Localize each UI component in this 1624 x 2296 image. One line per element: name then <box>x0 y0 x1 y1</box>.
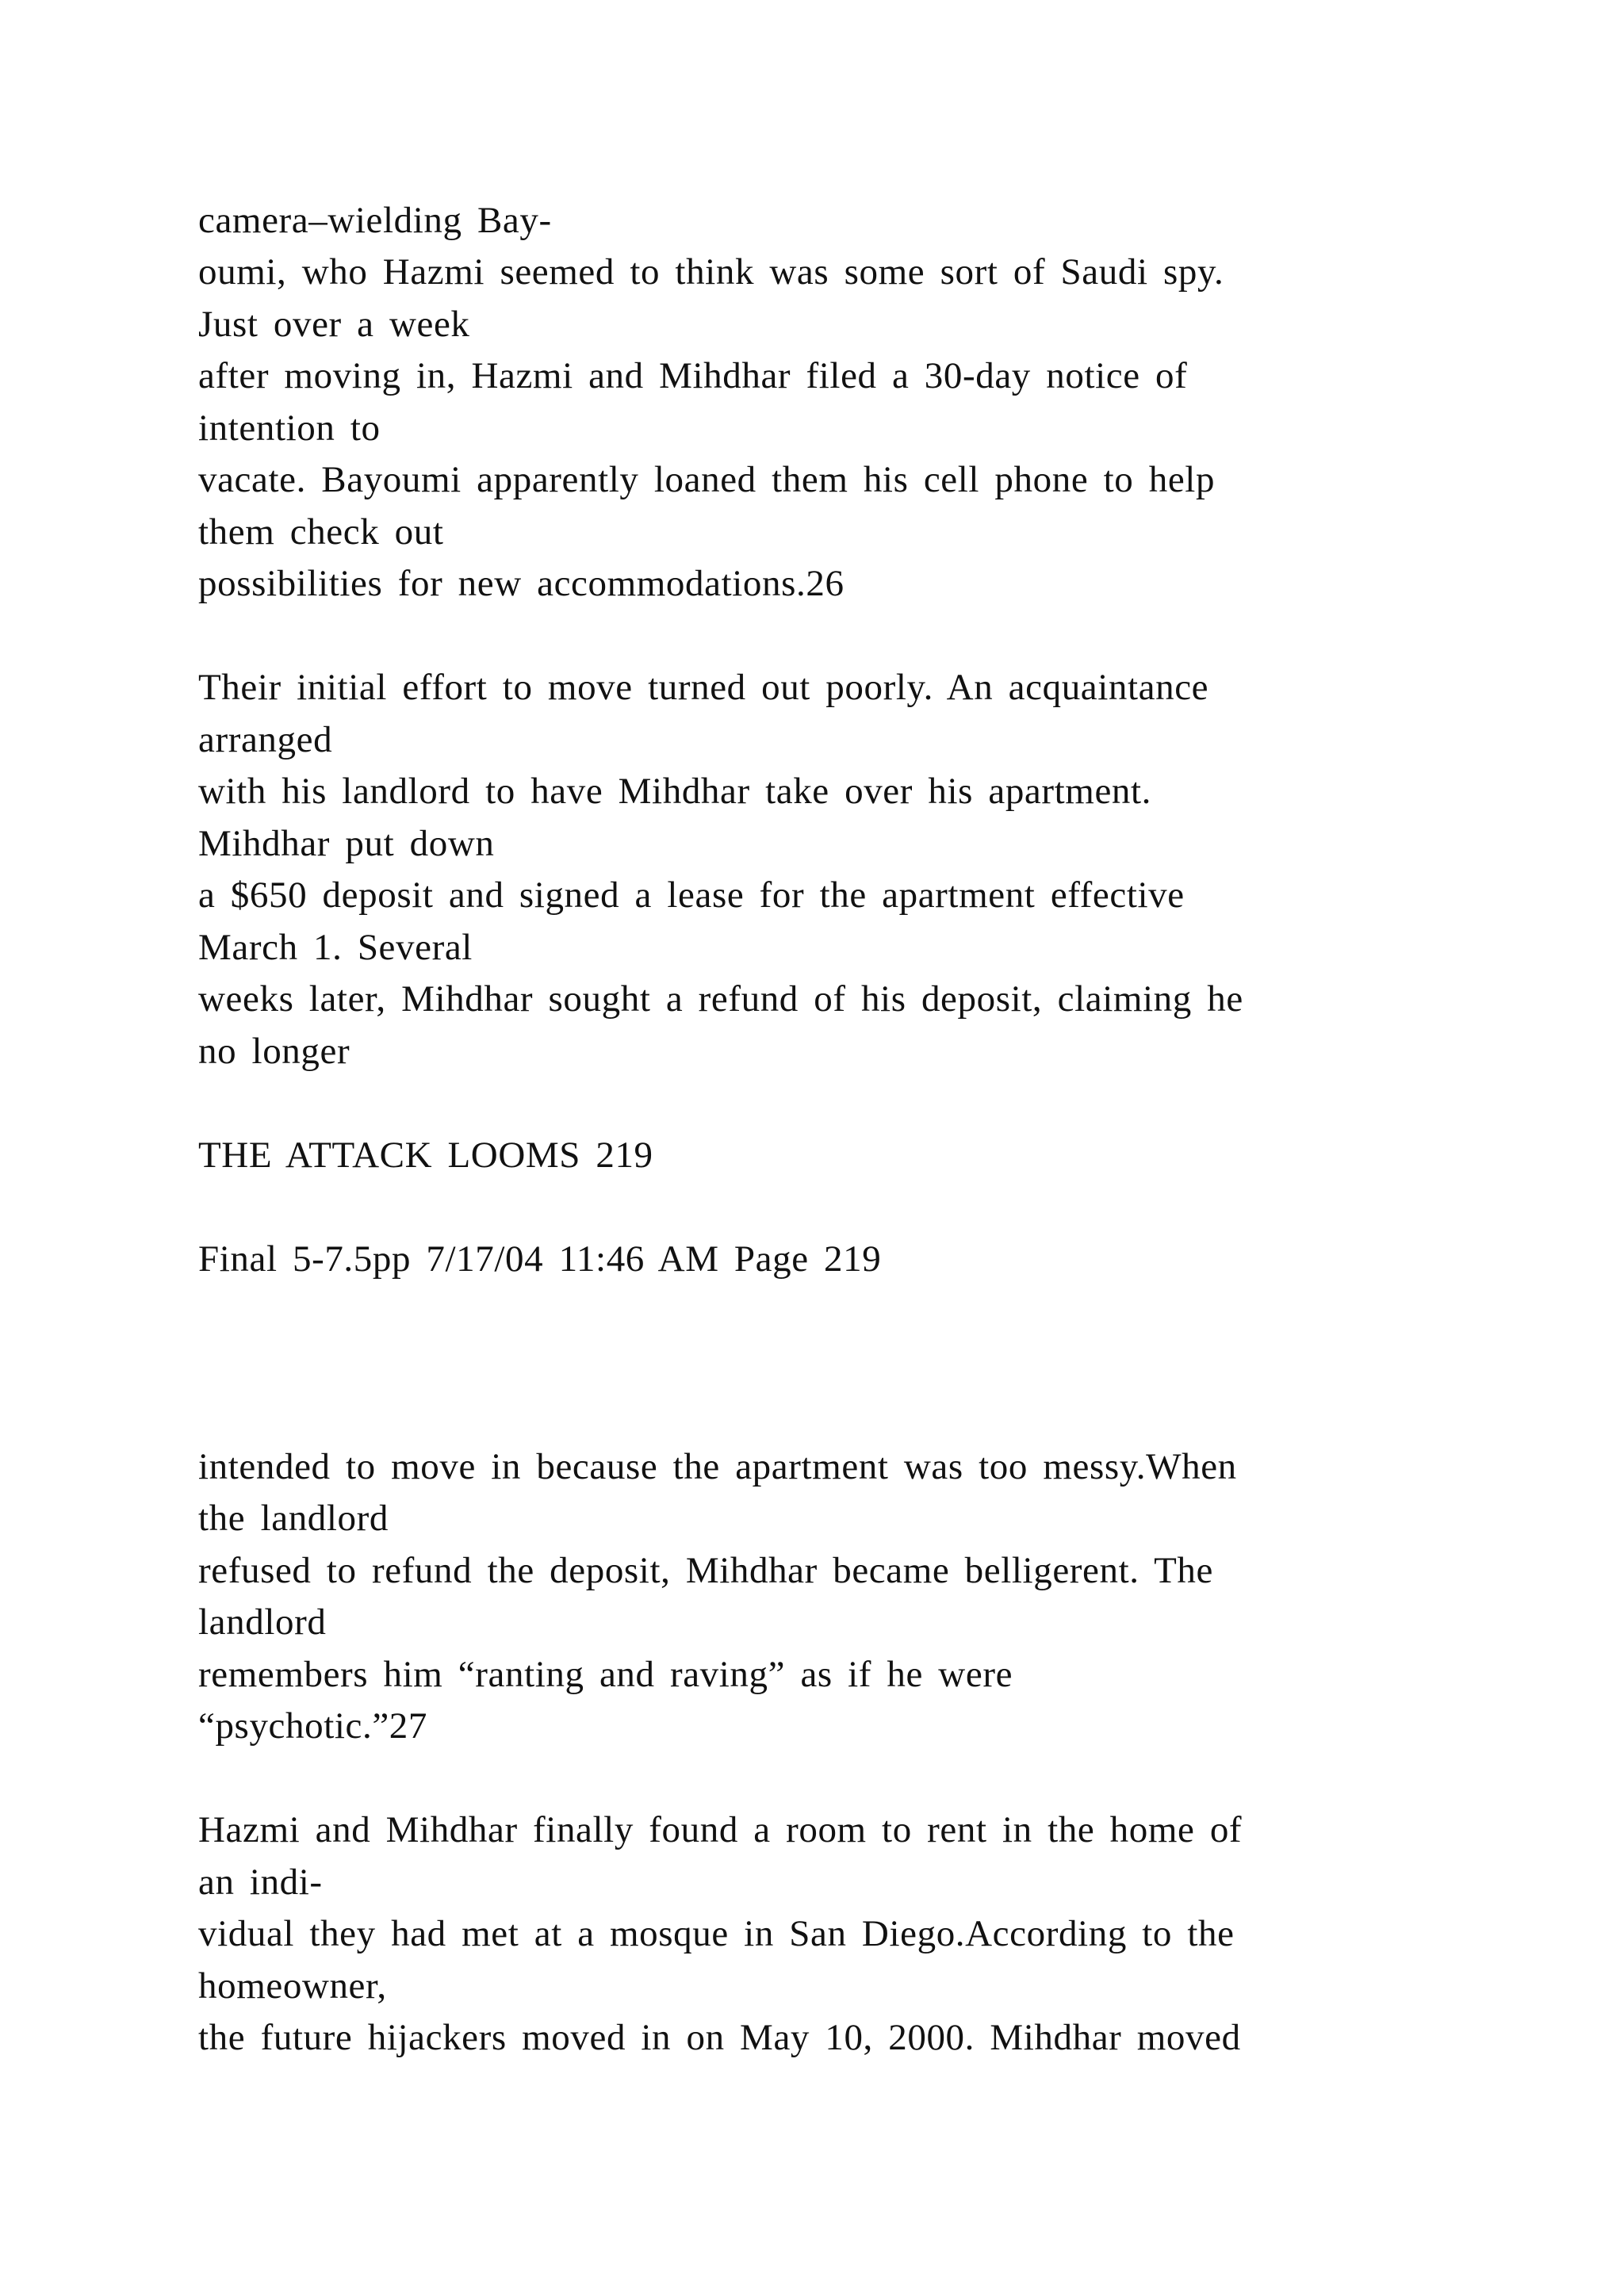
text-line: Hazmi and Mihdhar finally found a room to rent in the home of <box>198 1809 1243 1850</box>
text-line: Mihdhar put down <box>198 823 495 864</box>
text-line: the future hijackers moved in on May 10, 2000. Mihdhar moved <box>198 2017 1241 2058</box>
text-line: Just over a week <box>198 304 470 345</box>
text-line: vacate. Bayoumi apparently loaned them his cell phone to help <box>198 459 1216 500</box>
text-line: an indi- <box>198 1862 323 1903</box>
text-line: with his landlord to have Mihdhar take over his apartment. <box>198 771 1152 812</box>
running-footer: THE ATTACK LOOMS 219 <box>198 1135 653 1176</box>
text-line: them check out <box>198 511 444 553</box>
text-line: arranged <box>198 719 333 760</box>
text-line: intended to move in because the apartment was too messy.When <box>198 1446 1237 1487</box>
text-line: “psychotic.”27 <box>198 1705 427 1747</box>
text-line: camera–wielding Bay- <box>198 200 552 241</box>
text-line: oumi, who Hazmi seemed to think was some sort of Saudi spy. <box>198 251 1224 293</box>
text-line: vidual they had met at a mosque in San Diego.According to the <box>198 1913 1235 1954</box>
text-line: a $650 deposit and signed a lease for the apartment effective <box>198 874 1185 916</box>
text-line: Their initial effort to move turned out poorly. An acquaintance <box>198 667 1209 708</box>
text-line: refused to refund the deposit, Mihdhar became belligerent. The <box>198 1550 1213 1591</box>
text-line: possibilities for new accommodations.26 <box>198 563 845 604</box>
text-line: homeowner, <box>198 1965 387 2007</box>
page-slug: Final 5-7.5pp 7/17/04 11:46 AM Page 219 <box>198 1238 882 1280</box>
text-line: March 1. Several <box>198 927 473 968</box>
text-line: after moving in, Hazmi and Mihdhar filed a 30-day notice of <box>198 355 1188 396</box>
text-line: weeks later, Mihdhar sought a refund of his deposit, claiming he <box>198 978 1243 1020</box>
text-line: intention to <box>198 408 381 449</box>
text-line: landlord <box>198 1601 327 1643</box>
text-line: the landlord <box>198 1498 389 1539</box>
text-line: remembers him “ranting and raving” as if he were <box>198 1654 1013 1695</box>
text-line: no longer <box>198 1031 350 1072</box>
